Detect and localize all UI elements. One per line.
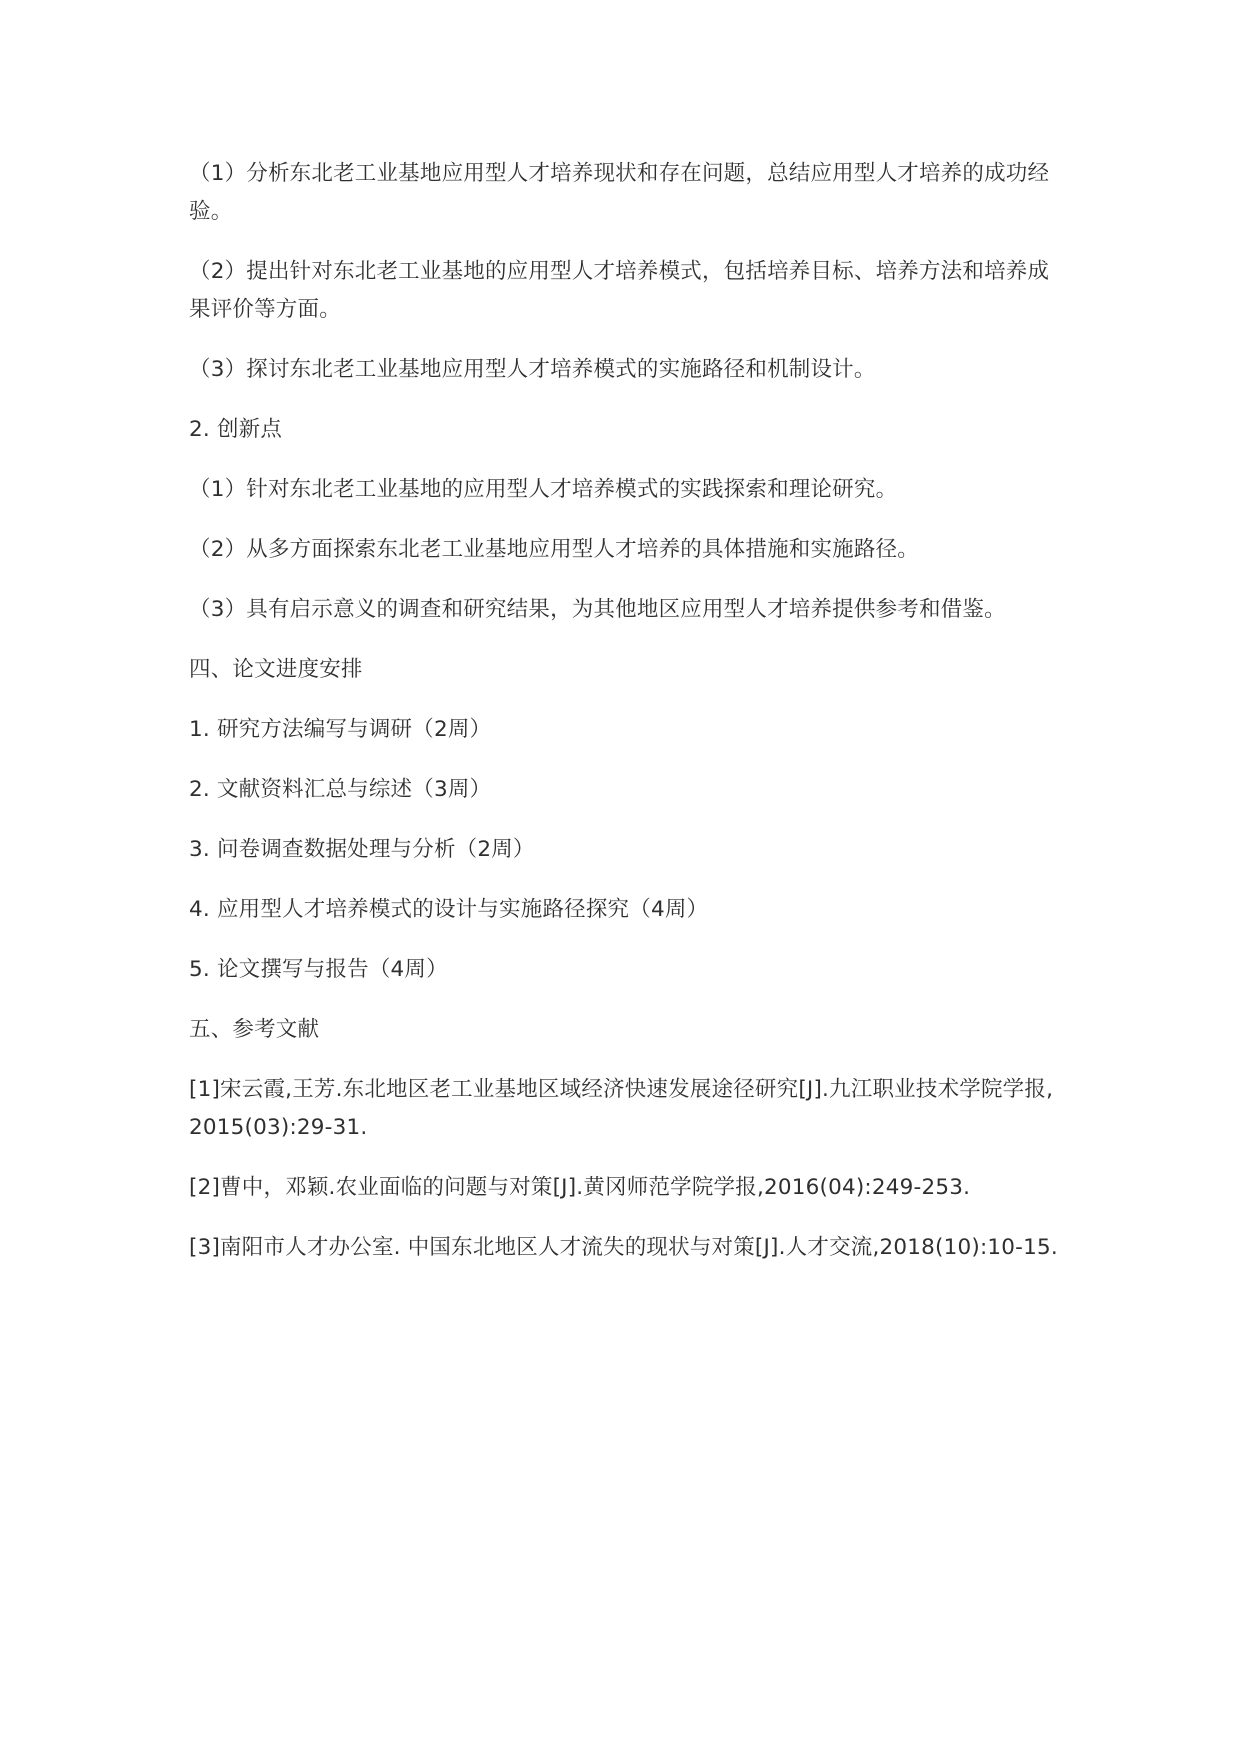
objective-item-3: （3）探讨东北老工业基地应用型人才培养模式的实施路径和机制设计。 — [189, 357, 876, 382]
innovation-item-3: （3）具有启示意义的调查和研究结果，为其他地区应用型人才培养提供参考和借鉴。 — [189, 597, 1006, 622]
objective-item-2: （2）提出针对东北老工业基地的应用型人才培养模式，包括培养目标、培养方法和培养成果评价等方面。 — [189, 259, 1050, 322]
schedule-item-4: 4. 应用型人才培养模式的设计与实施路径探究（4周） — [189, 897, 709, 922]
section-heading-innovation: 2. 创新点 — [189, 417, 283, 442]
objective-item-1: （1）分析东北老工业基地应用型人才培养现状和存在问题，总结应用型人才培养的成功经验。 — [189, 161, 1050, 224]
schedule-item-3: 3. 问卷调查数据处理与分析（2周） — [189, 837, 535, 862]
section-heading-schedule: 四、论文进度安排 — [189, 657, 363, 682]
section-heading-references: 五、参考文献 — [189, 1017, 320, 1042]
reference-item-1: [1]宋云霞,王芳.东北地区老工业基地区域经济快速发展途径研究[J].九江职业技术学院学报,2015(03):29-31. — [189, 1077, 1054, 1140]
innovation-item-2: （2）从多方面探索东北老工业基地应用型人才培养的具体措施和实施路径。 — [189, 537, 919, 562]
reference-item-3: [3]南阳市人才办公室. 中国东北地区人才流失的现状与对策[J].人才交流,2018(10):10-15. — [189, 1235, 1058, 1260]
schedule-item-2: 2. 文献资料汇总与综述（3周） — [189, 777, 492, 802]
schedule-item-1: 1. 研究方法编写与调研（2周） — [189, 717, 492, 742]
innovation-item-1: （1）针对东北老工业基地的应用型人才培养模式的实践探索和理论研究。 — [189, 477, 898, 502]
reference-item-2: [2]曹中，邓颖.农业面临的问题与对策[J].黄冈师范学院学报,2016(04):249-253. — [189, 1175, 971, 1200]
document-body — [189, 155, 1059, 1289]
schedule-item-5: 5. 论文撰写与报告（4周） — [189, 957, 448, 982]
